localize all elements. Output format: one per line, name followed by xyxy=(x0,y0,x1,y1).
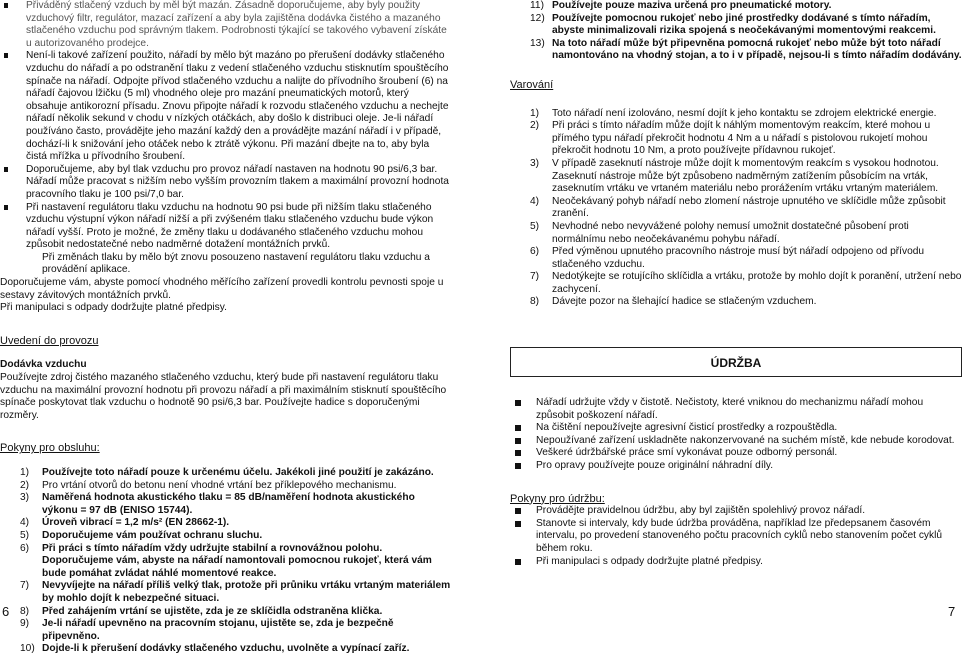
bullet-marker-icon xyxy=(4,205,8,210)
item-text: Před zahájením vrtání se ujistěte, zda je ze sklíčidla odstraněna klička. xyxy=(42,605,383,617)
bullet-text: Při nastavení regulátoru tlaku vzduchu na hodnotu 90 psi bude při nižším tlaku stlačeného vzduchu výstupní výkon nářadí nižší a při zvýšeném tlaku stlačeného vzduchu bude výkon nářadí vyšší. Proto je možné, že změny tlaku u dodávaného stlačeného vzduchu mohou způsobit nedostatečné nebo nadměrné dotažení montážních prvků. xyxy=(26,201,434,251)
item-number: 9) xyxy=(20,618,30,630)
bullet-text: Není-li takové zařízení použito, nářadí by mělo být mazáno po přerušení dodávky stlačeného vzduchu do nářadí a po odstranění tlaku z vedení stlačeného vzduchu stisknutím spouštěcího spínače na nářadí. Odpojte přívod stlačeného vzduchu a nalijte do přívodního šroubení (6) na nářadí čajovou lžičku (5 ml) vhodného oleje pro mazání pneumatických motorů, který obsahuje antikorozní přísadu. Znovu připojte nářadí k rozvodu stlačeného vzduchu a nechejte nářadí několik sekund v chodu v nízkých otáčkách, aby došlo k distribuci oleje. Je-li nářadí používáno často, provádějte jeho mazání každý den a provádějte mazání nářadí i v případě, dochází-li k snižování jeho otáček nebo k ztrátě výkonu. Při mazání dbejte na to, aby byla čistá mřížka u přívodního šroubení. xyxy=(26,50,449,163)
list-item xyxy=(0,643,452,656)
operating-instructions-list xyxy=(0,467,452,656)
item-number: 7) xyxy=(20,580,30,592)
maintenance-instructions-heading: Pokyny pro údržbu: xyxy=(510,492,605,505)
list-item xyxy=(510,108,962,121)
bullet-marker-icon xyxy=(4,3,8,8)
item-text: Neočekávaný pohyb nářadí nebo zlomení nástroje upnutého ve sklíčidle může způsobit zranění. xyxy=(552,195,946,220)
operating-instructions-heading: Pokyny pro obsluhu: xyxy=(0,442,100,455)
item-text: Dojde-li k přerušení dodávky stlačeného vzduchu, uvolněte a vypínací zaříz. xyxy=(42,643,410,655)
item-text: V případě zaseknutí nástroje může dojít k momentovým reakcím s vysokou hodnotou. Zaseknutí nástroje může být způsobeno nadměrným zatížením působícím na vrták, zaseknutím vrtáku ve vrtaném materiálu nebo prorážením vrtáku vrtaným materiálem. xyxy=(552,157,939,195)
item-text: Dávejte pozor na šlehající hadice se stlačeným vzduchem. xyxy=(552,296,817,308)
intro-heading: Uvedení do provozu xyxy=(0,334,99,347)
maintenance-title-box xyxy=(510,347,962,377)
pressure-note: Při změnách tlaku by mělo být znovu posouzeno nastavení regulátoru tlaku vzduchu a provádění aplikace. xyxy=(42,251,430,276)
item-text: Používejte pouze maziva určená pro pneumatické motory. xyxy=(552,0,832,11)
list-item xyxy=(0,202,452,252)
item-text: Úroveň vibrací = 1,2 m/s² (EN 28662-1). xyxy=(42,517,230,529)
list-item xyxy=(510,397,962,422)
item-number: 5) xyxy=(530,220,540,232)
item-text: Doporučujeme vám používat ochranu sluchu. xyxy=(42,529,263,541)
item-text: Pro vrtání otvorů do betonu není vhodné vrtání bez příklepového mechanismu. xyxy=(42,479,397,491)
item-number: 7) xyxy=(530,271,540,283)
item-text: Používejte pomocnou rukojeť nebo jiné prostředky dodávané s tímto nářadím, abyste minimalizovali rizika spojená s neočekávanými momentovými reakcemi. xyxy=(552,12,936,37)
list-item xyxy=(510,221,962,246)
item-number: 3) xyxy=(20,492,30,504)
item-number: 6) xyxy=(20,542,30,554)
item-text: Nevyvíjejte na nářadí příliš velký tlak, protože při průniku vrtáku vrtaným materiálem by mohlo dojít k nebezpečné situaci. xyxy=(42,580,451,604)
warnings-list xyxy=(510,108,962,310)
item-text: Před výměnou upnutého pracovního nástroje musí být nářadí odpojeno od přívodu stlačeného vzduchu. xyxy=(552,246,925,270)
air-supply-heading: Dodávka vzduchu xyxy=(0,359,87,371)
bullet-marker-icon xyxy=(4,53,8,58)
square-bullet-icon xyxy=(515,508,521,514)
list-item xyxy=(510,246,962,271)
maintenance-title: ÚDRŽBA xyxy=(710,356,762,371)
list-item xyxy=(0,467,452,480)
item-number: 4) xyxy=(20,517,30,529)
item-text: Při práci s tímto nářadím může dojít k náhlým momentovým reakcím, které mohou u přímého typu nářadí překročit hodnotu 4 Nm a u nářadí s pistolovou rukojetí mohou překročit hodnotu 10 Nm, a proto používejte přídavnou rukojeť. xyxy=(552,120,931,157)
page-number-right: 7 xyxy=(948,604,956,619)
item-number: 11) xyxy=(530,0,544,11)
square-bullet-icon xyxy=(515,450,521,456)
item-text: Naměřená hodnota akustického tlaku = 85 dB/naměření hodnota akustického výkonu = 97 dB (ENISO 15744). xyxy=(42,492,415,516)
item-text: Používejte toto nářadí pouze k určenému účelu. Jakékoli jiné použití je zakázáno. xyxy=(42,467,434,478)
list-item xyxy=(0,517,452,530)
list-item xyxy=(510,38,962,63)
square-bullet-icon xyxy=(515,463,521,469)
item-number: 13) xyxy=(530,37,545,49)
list-item xyxy=(510,460,962,473)
item-number: 12) xyxy=(530,12,545,24)
item-number: 8) xyxy=(530,296,540,308)
item-text: Toto nářadí není izolováno, nesmí dojít k jeho kontaktu se zdrojem elektrické energie. xyxy=(552,107,937,119)
item-text: Provádějte pravidelnou údržbu, aby byl zajištěn spolehlivý provoz nářadí. xyxy=(536,505,866,517)
square-bullet-icon xyxy=(515,521,521,527)
air-supply-text: Používejte zdroj čistého mazaného stlačeného vzduchu, který bude při nastavení regulátoru tlaku vzduchu na maximální provozní hodnotu při provozu nářadí a při maximálním stisknutí spouštěcího spínače poskytovat tlak vzduchu o hodnotě 90 psi/6,3 bar. Používejte hadice s doporučenými rozměry. xyxy=(0,372,447,421)
square-bullet-icon xyxy=(515,400,521,406)
maintenance-list xyxy=(510,397,962,473)
list-item xyxy=(510,518,962,556)
item-text: Pro opravy používejte pouze originální náhradní díly. xyxy=(536,460,774,472)
square-bullet-icon xyxy=(515,425,521,431)
item-number: 4) xyxy=(530,195,540,207)
list-item xyxy=(510,556,962,569)
bullet-text: Doporučujeme, aby byl tlak vzduchu pro provoz nářadí nastaven na hodnotu 90 psi/6,3 bar. Nářadí může pracovat s nižším nebo vyšším provozním tlakem a maximální provozní hodnota pracovního tlaku je 100 psi/7,0 bar. xyxy=(26,163,449,200)
item-text: Nářadí udržujte vždy v čistotě. Nečistoty, které vniknou do mechanizmu nářadí mohou způsobit poškození nářadí. xyxy=(536,397,924,421)
list-item xyxy=(510,447,962,460)
list-item xyxy=(510,422,962,435)
item-text: Stanovte si intervaly, kdy bude údržba prováděna, například lze předepsanem časovém intervalu, po provedení stanoveného počtu pracovních cyklů nebo stanovením počet cyklů během roku. xyxy=(536,517,943,554)
item-text: Při práci s tímto nářadím vždy udržujte stabilní a rovnovážnou polohu. Doporučujeme vám, abyste na nářadí namontovali pomocnou rukojeť, která vám bude pomáhat zvládat náhlé momentové reakce. xyxy=(42,542,432,579)
maintenance-instructions-list xyxy=(510,505,962,568)
list-item xyxy=(510,271,962,296)
item-text: Nepoužívané zařízení uskladněte nakonzervované na suchém místě, kde nebude korodovat. xyxy=(536,434,955,446)
continued-instructions-list xyxy=(510,0,962,63)
list-item xyxy=(510,120,962,158)
list-item xyxy=(510,196,962,221)
list-item xyxy=(510,505,962,518)
page-number-left: 6 xyxy=(2,604,10,619)
item-text: Veškeré údržbářské práce smí vykonávat pouze odborný personál. xyxy=(536,447,838,459)
list-item xyxy=(0,492,452,517)
item-number: 1) xyxy=(20,467,30,478)
list-item xyxy=(510,158,962,196)
bullet-text: Přiváděný stlačený vzduch by měl být mazán. Zásadně doporučujeme, aby byly použity vzduchový filtr, regulátor, mazací zařízení a aby byla zajištěna dodávka čistého a mazaného stlačeného vzduchu pod správným tlakem. Podrobnosti týkající se takového vybavení získáte u autorizovaného prodejce. xyxy=(26,0,447,49)
item-number: 5) xyxy=(20,529,30,541)
list-item xyxy=(510,13,962,38)
right-column xyxy=(510,0,962,568)
list-item xyxy=(0,480,452,493)
bullet-marker-icon xyxy=(4,167,8,172)
list-item xyxy=(0,580,452,605)
item-number: 3) xyxy=(530,157,540,169)
list-item xyxy=(0,618,452,643)
list-item xyxy=(0,530,452,543)
list-item xyxy=(0,50,452,163)
item-text: Při manipulaci s odpady dodržujte platné předpisy. xyxy=(536,555,763,567)
list-item xyxy=(510,0,962,13)
waste-paragraph: Při manipulaci s odpady dodržujte platné předpisy. xyxy=(0,302,227,314)
item-number: 2) xyxy=(20,479,30,491)
lubrication-bullets xyxy=(0,0,452,252)
item-text: Na toto nářadí může být připevněna pomocná rukojeť nebo může být toto nářadí namontováno na vhodný stojan, a to i v případě, nejsou-li s tímto nářadím dodávány. xyxy=(552,37,962,62)
item-number: 8) xyxy=(20,605,30,617)
left-column xyxy=(0,0,452,656)
list-item xyxy=(0,164,452,202)
item-text: Nedotýkejte se rotujícího sklíčidla a vrtáku, protože by mohlo dojít k poranění, utržení nebo zachycení. xyxy=(552,271,962,295)
item-number: 10) xyxy=(20,643,35,655)
warnings-heading: Varování xyxy=(510,78,554,91)
square-bullet-icon xyxy=(515,559,521,565)
list-item xyxy=(510,435,962,448)
item-number: 6) xyxy=(530,246,540,258)
list-item xyxy=(510,296,962,309)
item-text: Nevhodné nebo nevyvážené polohy nemusí umožnit dostatečné působení proti normálnímu nebo neočekávanému pohybu nářadí. xyxy=(552,220,909,245)
item-number: 1) xyxy=(530,107,540,119)
square-bullet-icon xyxy=(515,438,521,444)
list-item xyxy=(0,0,452,50)
item-number: 2) xyxy=(530,120,540,132)
item-text: Na čištění nepoužívejte agresivní čisticí prostředky a rozpouštědla. xyxy=(536,422,838,434)
item-text: Je-li nářadí upevněno na pracovním stojanu, ujistěte se, zda je bezpečně připevněno. xyxy=(42,618,394,642)
list-item xyxy=(0,543,452,581)
torque-check-paragraph: Doporučujeme vám, abyste pomocí vhodného měřícího zařízení provedli kontrolu pevnosti spoje u sestavy závitových montážních prvků. xyxy=(0,277,444,301)
list-item xyxy=(0,606,452,619)
